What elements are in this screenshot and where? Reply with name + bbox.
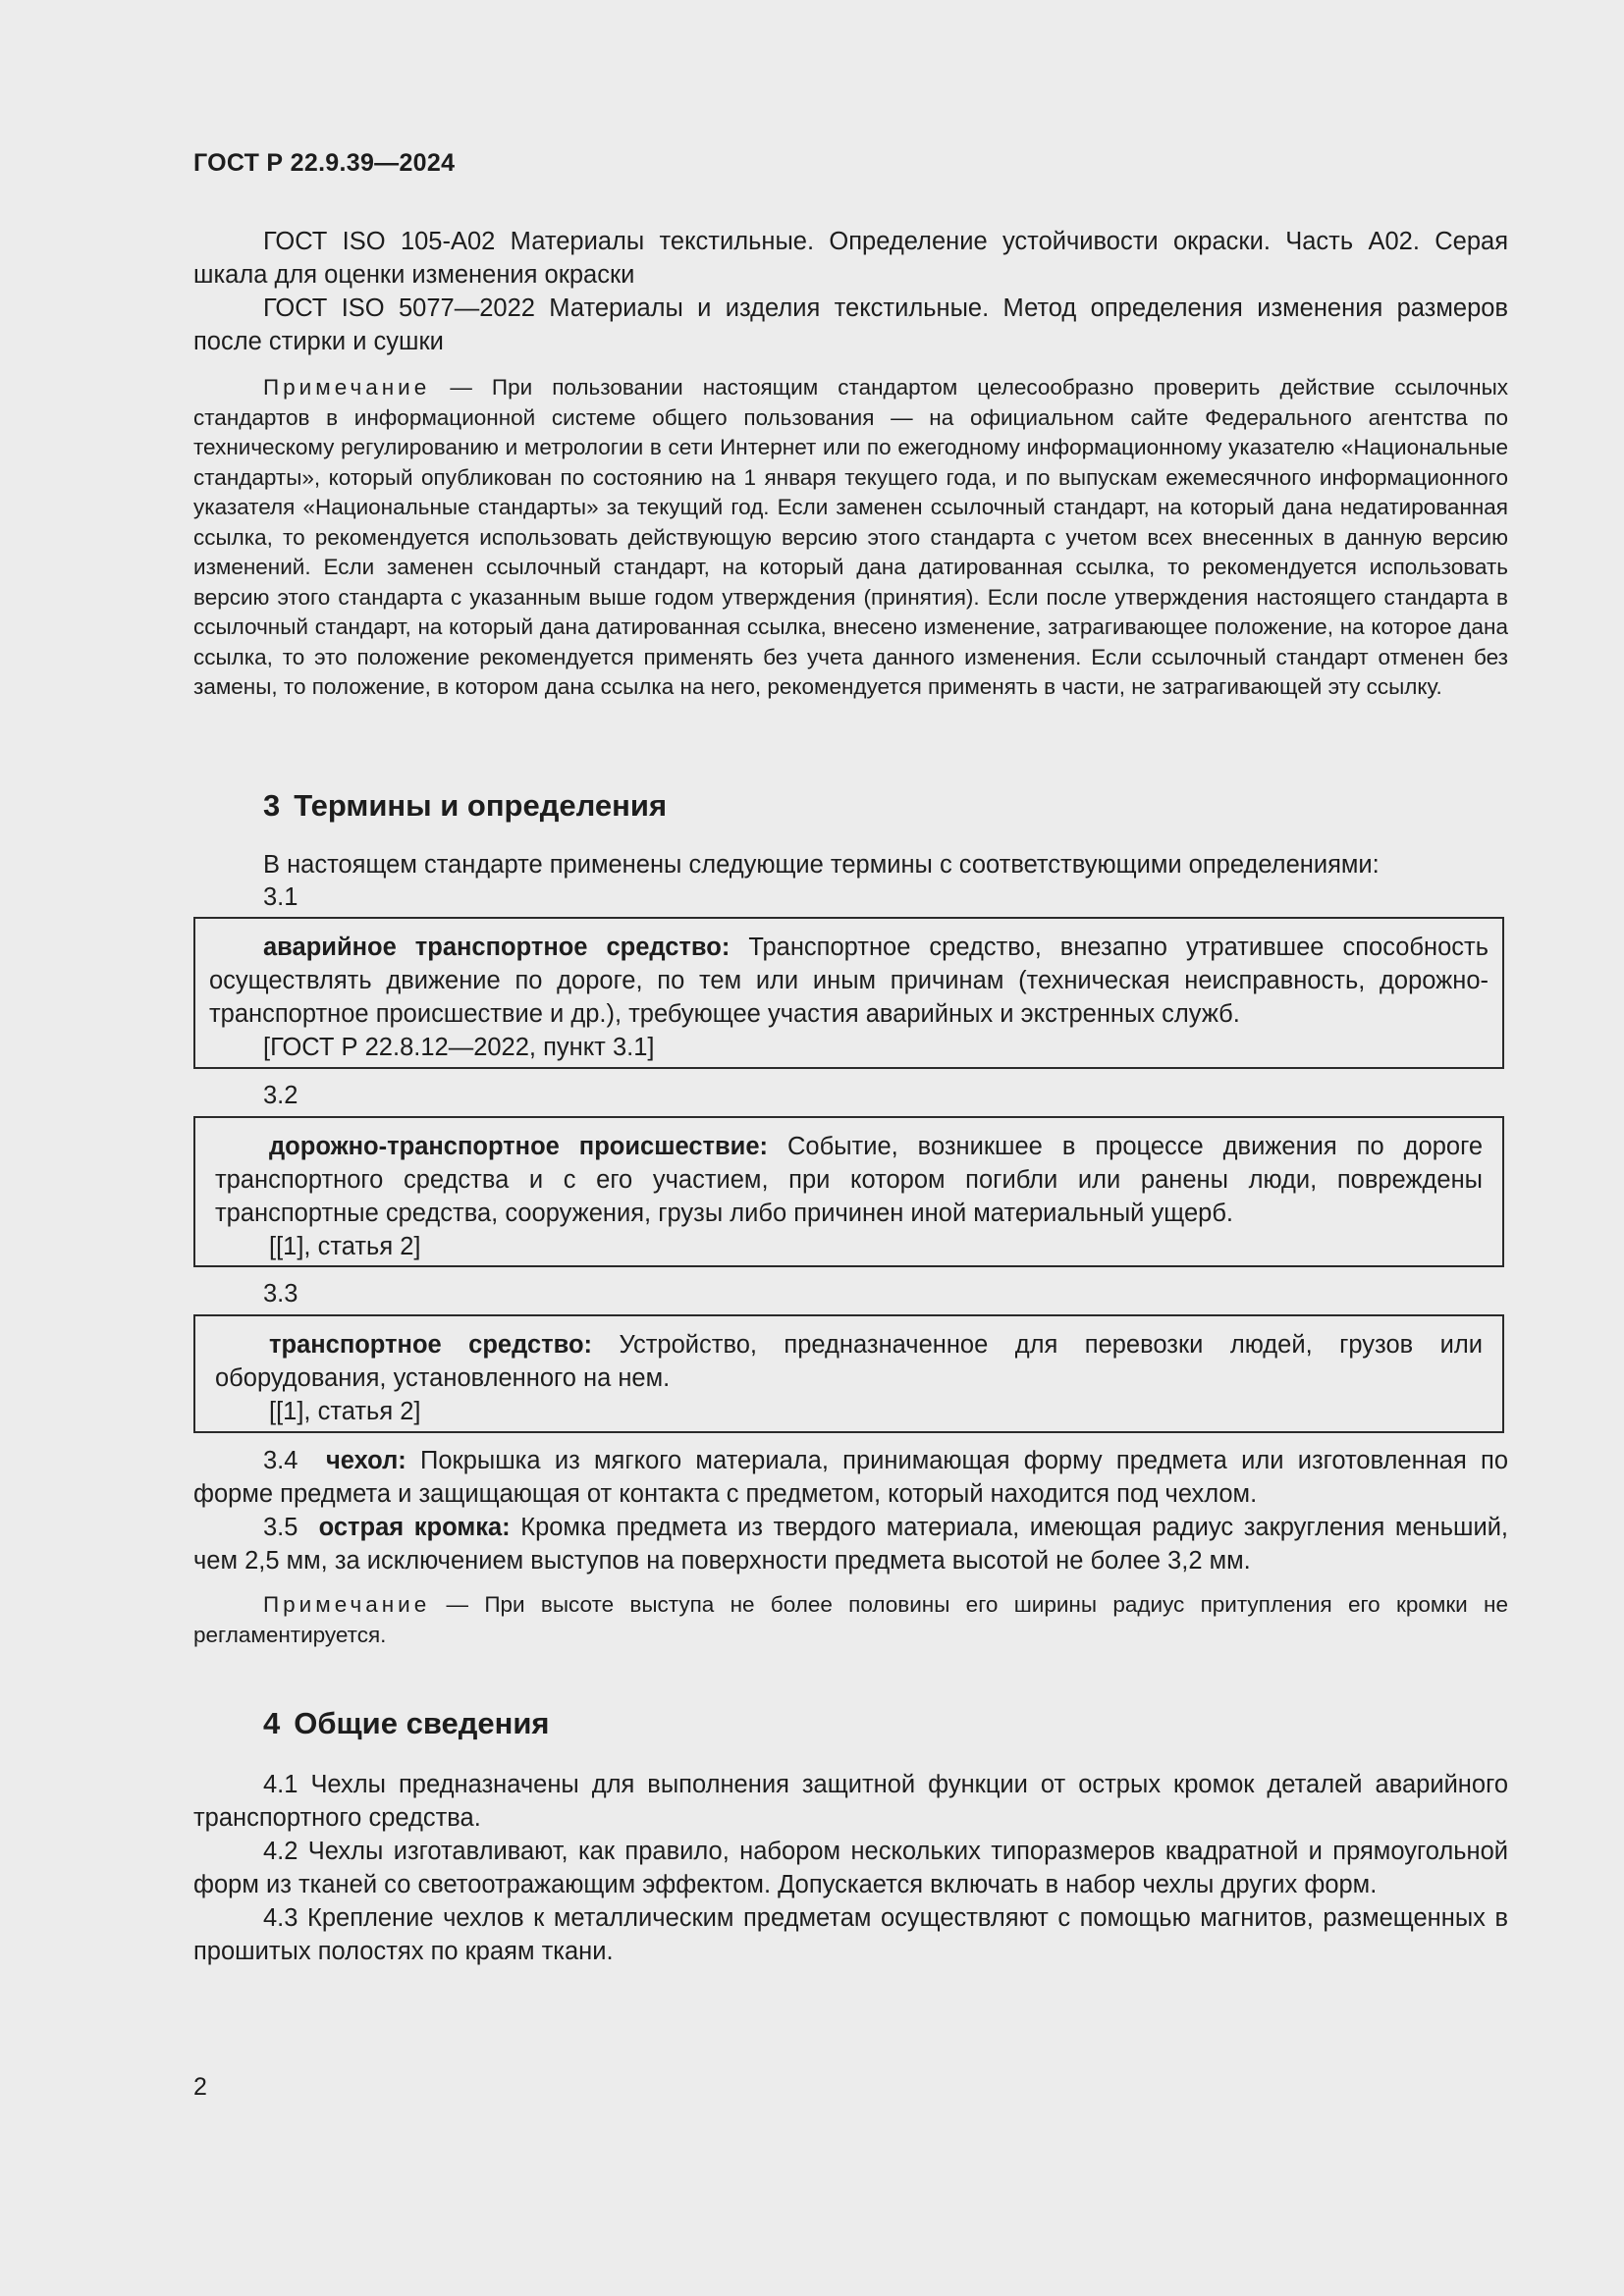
normative-references bbox=[193, 225, 1508, 358]
section-heading-4: 4 Общие сведения bbox=[263, 1706, 550, 1740]
term-number: 3.2 bbox=[263, 1082, 298, 1109]
note-label: Примечание bbox=[263, 1592, 431, 1617]
term-definition: 3.5 острая кромка: Кромка предмета из твердого материала, имеющая радиус закругления меньший, чем 2,5 мм, за исключением выступов на поверхности предмета высотой не более 3,2 мм. bbox=[193, 1514, 1509, 1575]
term-definition: дорожно-транспортное происшествие: Событие, возникшее в процессе движения по дороге транспортного средства и с его участием, при котором погибли или ранены люди, повреждены транспортные средства, сооружения, грузы либо причинен иной материальный ущерб. bbox=[215, 1133, 1483, 1227]
term-name: аварийное транспортное средство: bbox=[263, 934, 731, 961]
section-4-body bbox=[193, 1768, 1508, 1968]
term-box bbox=[193, 1314, 1504, 1433]
term-number: 3.3 bbox=[263, 1280, 298, 1308]
reference-item: ГОСТ ISO 105-A02 Материалы текстильные. Определение устойчивости окраски. Часть А02. Серая шкала для оценки изменения окраски bbox=[193, 228, 1508, 289]
note-label: Примечание bbox=[263, 375, 431, 400]
term-name: дорожно-транспортное происшествие: bbox=[269, 1133, 769, 1160]
note-text: — При пользовании настоящим стандартом целесообразно проверить действие ссылочных стандартов в информационной системе общего пользования — на официальном сайте Федерального агентства по техническому регулированию и метрологии в сети Интернет или по ежегодному информационному указателю «Национальные стандарты», который опубликован по состоянию на 1 января текущего года, и по выпускам ежемесячного информационного указателя «Национальные стандарты» за текущий год. Если заменен ссылочный стандарт, на который дана недатированная ссылка, то рекомендуется использовать действующую версию этого стандарта с учетом всех внесенных в данную версию изменений. Если заменен ссылочный стандарт, на который дана датированная ссылка, то рекомендуется использовать версию этого стандарта с указанным выше годом утверждения (принятия). Если после утверждения настоящего стандарта в ссылочный стандарт, на который дана датированная ссылка, внесено изменение, затрагивающее положение, на которое дана ссылка, то это положение рекомендуется применять без учета данного изменения. Если ссылочный стандарт отменен без замены, то положение, в котором дана ссылка на него, рекомендуется применять в части, не затрагивающей эту ссылку. bbox=[193, 375, 1508, 699]
term-name: транспортное средство: bbox=[269, 1331, 593, 1359]
term-note bbox=[193, 1590, 1508, 1650]
inline-terms bbox=[193, 1444, 1508, 1577]
term-definition: 3.4 чехол: Покрышка из мягкого материала, принимающая форму предмета или изготовленная по форме предмета и защищающая от контакта с предметом, который находится под чехлом. bbox=[193, 1447, 1509, 1508]
paragraph: 4.1 Чехлы предназначены для выполнения защитной функции от острых кромок деталей аварийного транспортного средства. bbox=[193, 1771, 1508, 1832]
paragraph: 4.2 Чехлы изготавливают, как правило, набором нескольких типоразмеров квадратной и прямоугольной форм из тканей со светоотражающим эффектом. Допускается включать в набор чехлы других форм. bbox=[193, 1838, 1508, 1898]
term-source: [[1], статья 2] bbox=[269, 1233, 421, 1260]
term-source: [[1], статья 2] bbox=[269, 1398, 421, 1425]
term-definition: транспортное средство: Устройство, предназначенное для перевозки людей, грузов или оборудования, установленного на нем. bbox=[215, 1331, 1484, 1392]
note-text: — При высоте выступа не более половины его ширины радиус притупления его кромки не регламентируется. bbox=[193, 1592, 1508, 1647]
term-definition: аварийное транспортное средство: Транспортное средство, внезапно утратившее способность осуществлять движение по дороге, по тем или иным причинам (техническая неисправность, дорожно-транспортное происшествие и др.), требующее участия аварийных и экстренных служб. bbox=[209, 934, 1489, 1028]
document-id-header: ГОСТ Р 22.9.39—2024 bbox=[193, 149, 456, 177]
section-3-intro: В настоящем стандарте применены следующие термины с соответствующими определениями: bbox=[263, 851, 1380, 879]
term-box bbox=[193, 1116, 1504, 1267]
term-number: 3.1 bbox=[263, 883, 298, 911]
page-number: 2 bbox=[193, 2073, 207, 2101]
reference-item: ГОСТ ISO 5077—2022 Материалы и изделия текстильные. Метод определения изменения размеров после стирки и сушки bbox=[193, 294, 1508, 355]
term-box bbox=[193, 917, 1504, 1069]
term-name: острая кромка: bbox=[318, 1514, 511, 1541]
paragraph: 4.3 Крепление чехлов к металлическим предметам осуществляют с помощью магнитов, размещенных в прошитых полостях по краям ткани. bbox=[193, 1904, 1508, 1965]
references-note bbox=[193, 373, 1508, 703]
term-source: [ГОСТ Р 22.8.12—2022, пункт 3.1] bbox=[263, 1034, 655, 1061]
term-name: чехол: bbox=[325, 1447, 406, 1474]
section-heading-3: 3 Термины и определения bbox=[263, 788, 668, 823]
